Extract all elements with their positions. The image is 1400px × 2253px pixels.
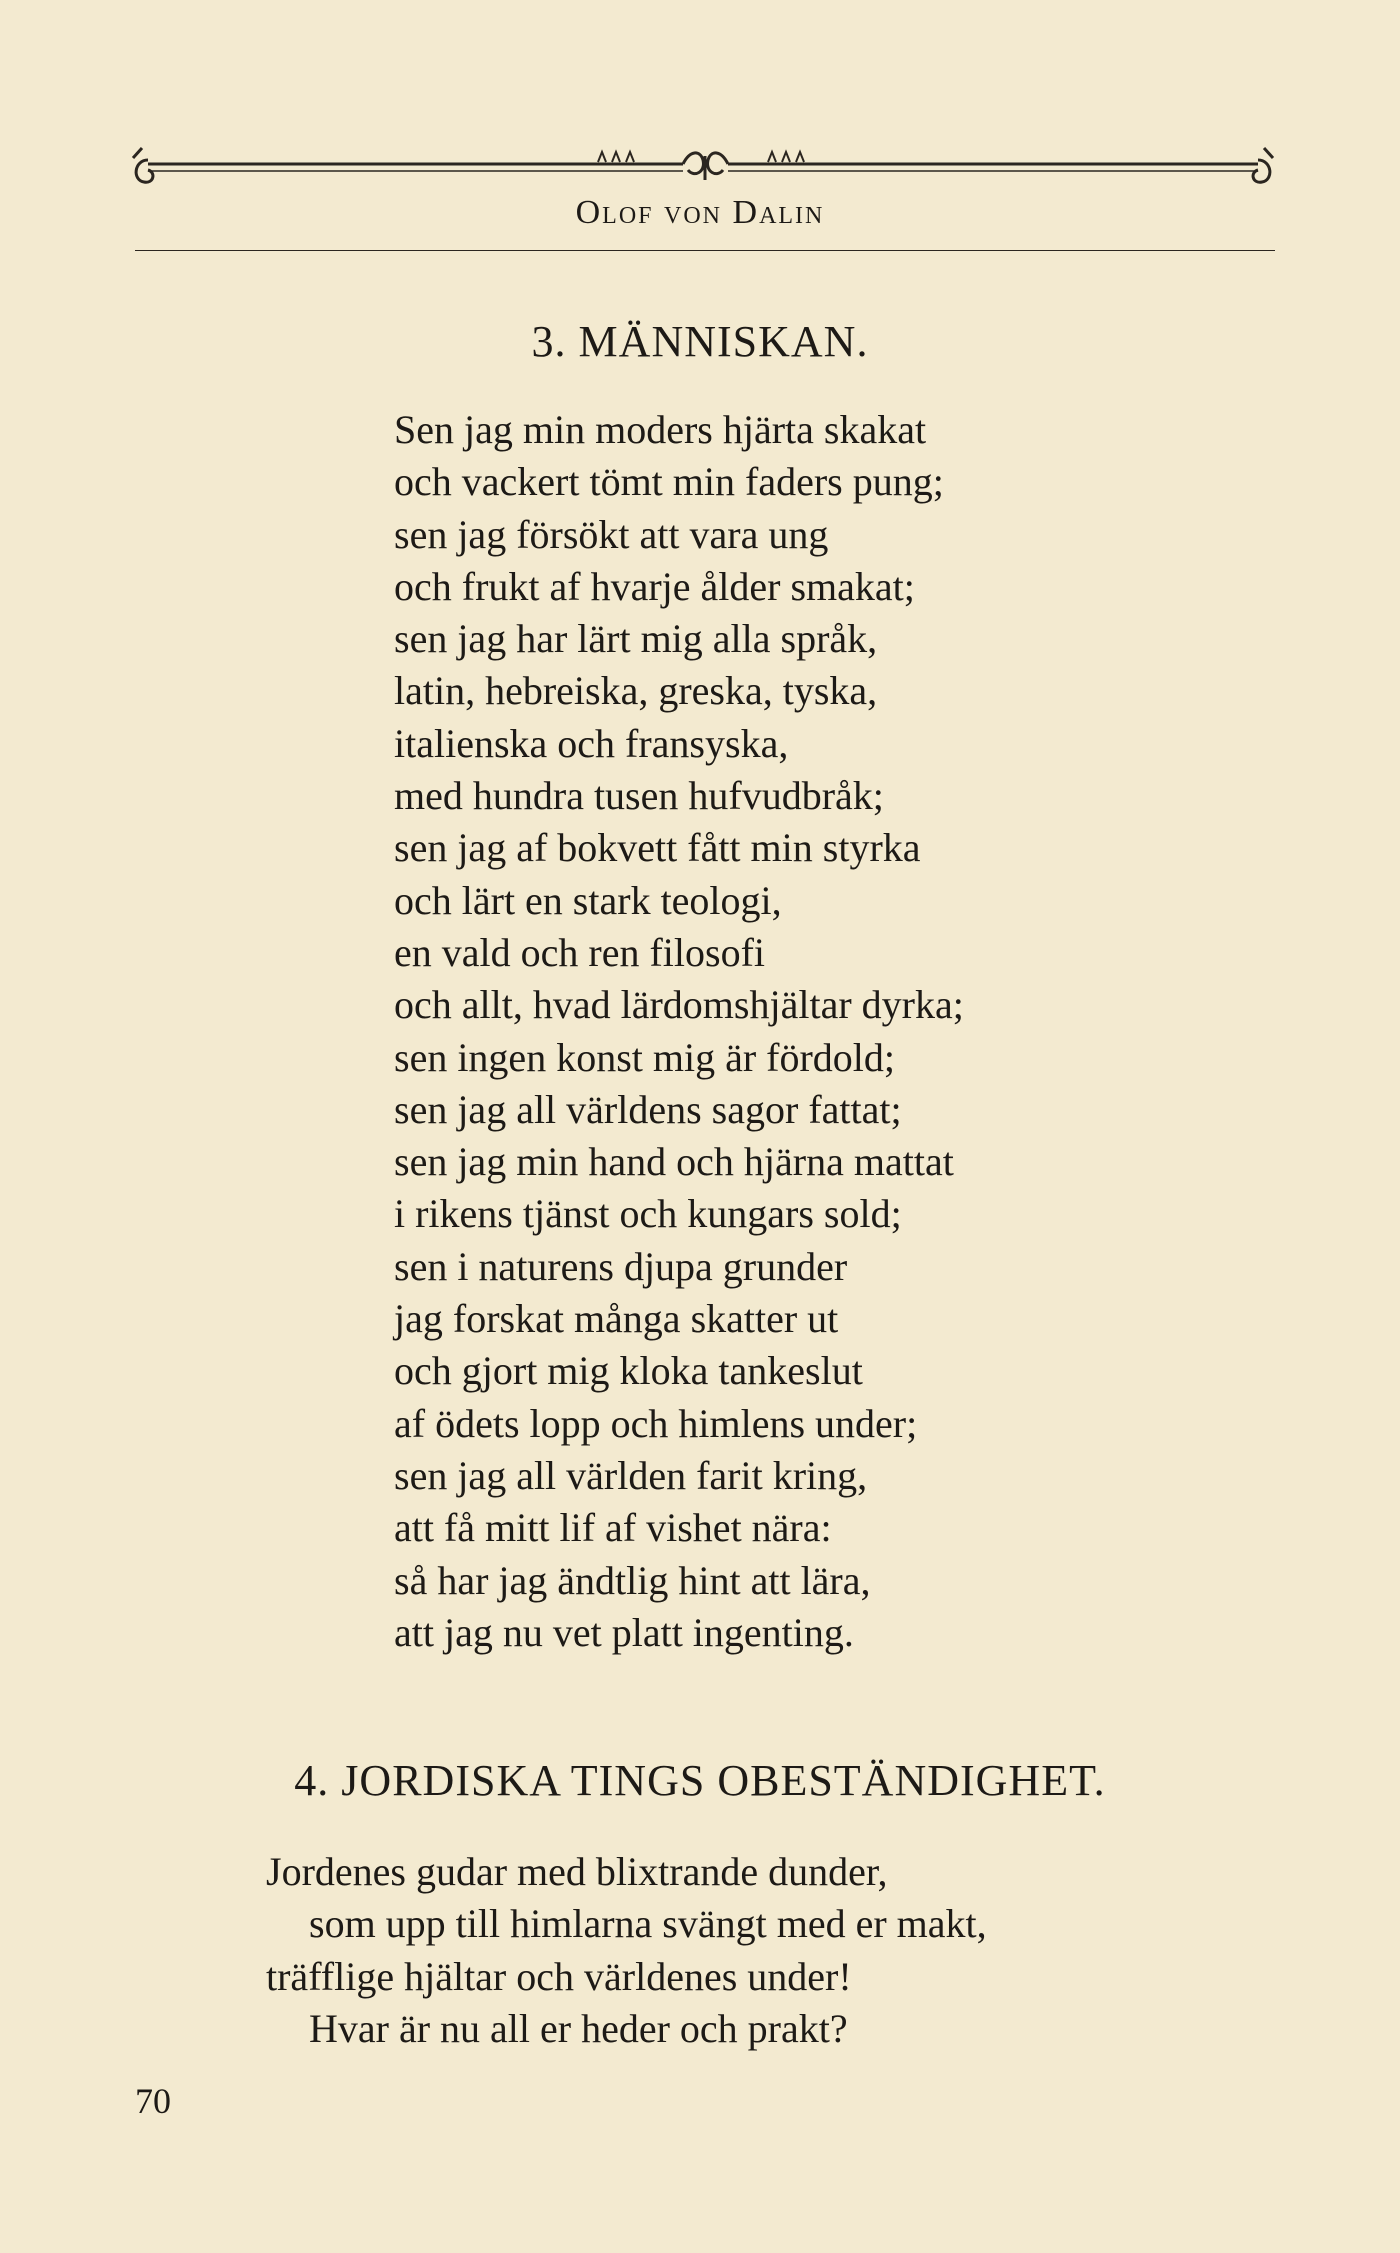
poem-line: träfflige hjältar och världenes under! bbox=[266, 1953, 852, 1999]
poem-line: sen jag försökt att vara ung bbox=[394, 511, 829, 557]
poem-line: jag forskat många skatter ut bbox=[394, 1296, 839, 1342]
running-head bbox=[0, 194, 1400, 232]
poem-line: och gjort mig kloka tankeslut bbox=[394, 1348, 863, 1394]
section-4-number: 4. bbox=[294, 1756, 330, 1805]
poem-line: sen ingen konst mig är fördold; bbox=[394, 1034, 896, 1080]
poem-line: och vackert tömt min faders pung; bbox=[394, 459, 944, 505]
poem-line: sen jag all världens sagor fattat; bbox=[394, 1086, 902, 1132]
page-number: 70 bbox=[135, 2081, 171, 2121]
poem-line: att jag nu vet platt ingenting. bbox=[394, 1609, 854, 1655]
section-4-title: JORDISKA TINGS OBESTÄNDIGHET. bbox=[341, 1756, 1106, 1805]
poem-line: och lärt en stark teologi, bbox=[394, 877, 782, 923]
header-ornament-icon bbox=[128, 138, 1278, 198]
author-particle: von bbox=[664, 194, 723, 231]
section-3-number: 3. bbox=[531, 317, 567, 366]
poem-line: sen jag min hand och hjärna mattat bbox=[394, 1139, 954, 1185]
poem-line: Hvar är nu all er heder och prakt? bbox=[309, 2005, 848, 2051]
poem-line: italienska och fransyska, bbox=[394, 720, 789, 766]
poem-line: och frukt af hvarje ålder smakat; bbox=[394, 563, 915, 609]
poem-line: och allt, hvad lärdomshjältar dyrka; bbox=[394, 982, 964, 1028]
section-4-heading bbox=[0, 1755, 1400, 1806]
poem-manniskan bbox=[394, 404, 964, 1659]
section-3-title: MÄNNISKAN. bbox=[578, 317, 869, 366]
author-first-name: Olof bbox=[575, 194, 654, 231]
poem-line: att få mitt lif af vishet nära: bbox=[394, 1505, 832, 1551]
poem-line: som upp till himlarna svängt med er makt, bbox=[309, 1901, 987, 1947]
poem-line: sen jag har lärt mig alla språk, bbox=[394, 616, 878, 662]
poem-jordiska-tings bbox=[266, 1846, 987, 2055]
poem-line: Sen jag min moders hjärta skakat bbox=[394, 407, 927, 452]
author-last-name: Dalin bbox=[732, 194, 825, 231]
section-3-heading bbox=[0, 316, 1400, 367]
poem-line: med hundra tusen hufvudbråk; bbox=[394, 773, 884, 819]
poem-line: sen i naturens djupa grunder bbox=[394, 1243, 848, 1289]
poem-line: i rikens tjänst och kungars sold; bbox=[394, 1191, 902, 1237]
header-rule bbox=[135, 250, 1275, 251]
poem-line: sen jag af bokvett fått min styrka bbox=[394, 825, 921, 871]
poem-line: af ödets lopp och himlens under; bbox=[394, 1400, 918, 1446]
poem-line: sen jag all världen farit kring, bbox=[394, 1452, 868, 1498]
poem-line: Jordenes gudar med blixtrande dunder, bbox=[266, 1849, 888, 1894]
poem-line: en vald och ren filosofi bbox=[394, 929, 765, 975]
poem-line: latin, hebreiska, greska, tyska, bbox=[394, 668, 878, 714]
poem-line: så har jag ändtlig hint att lära, bbox=[394, 1557, 871, 1603]
